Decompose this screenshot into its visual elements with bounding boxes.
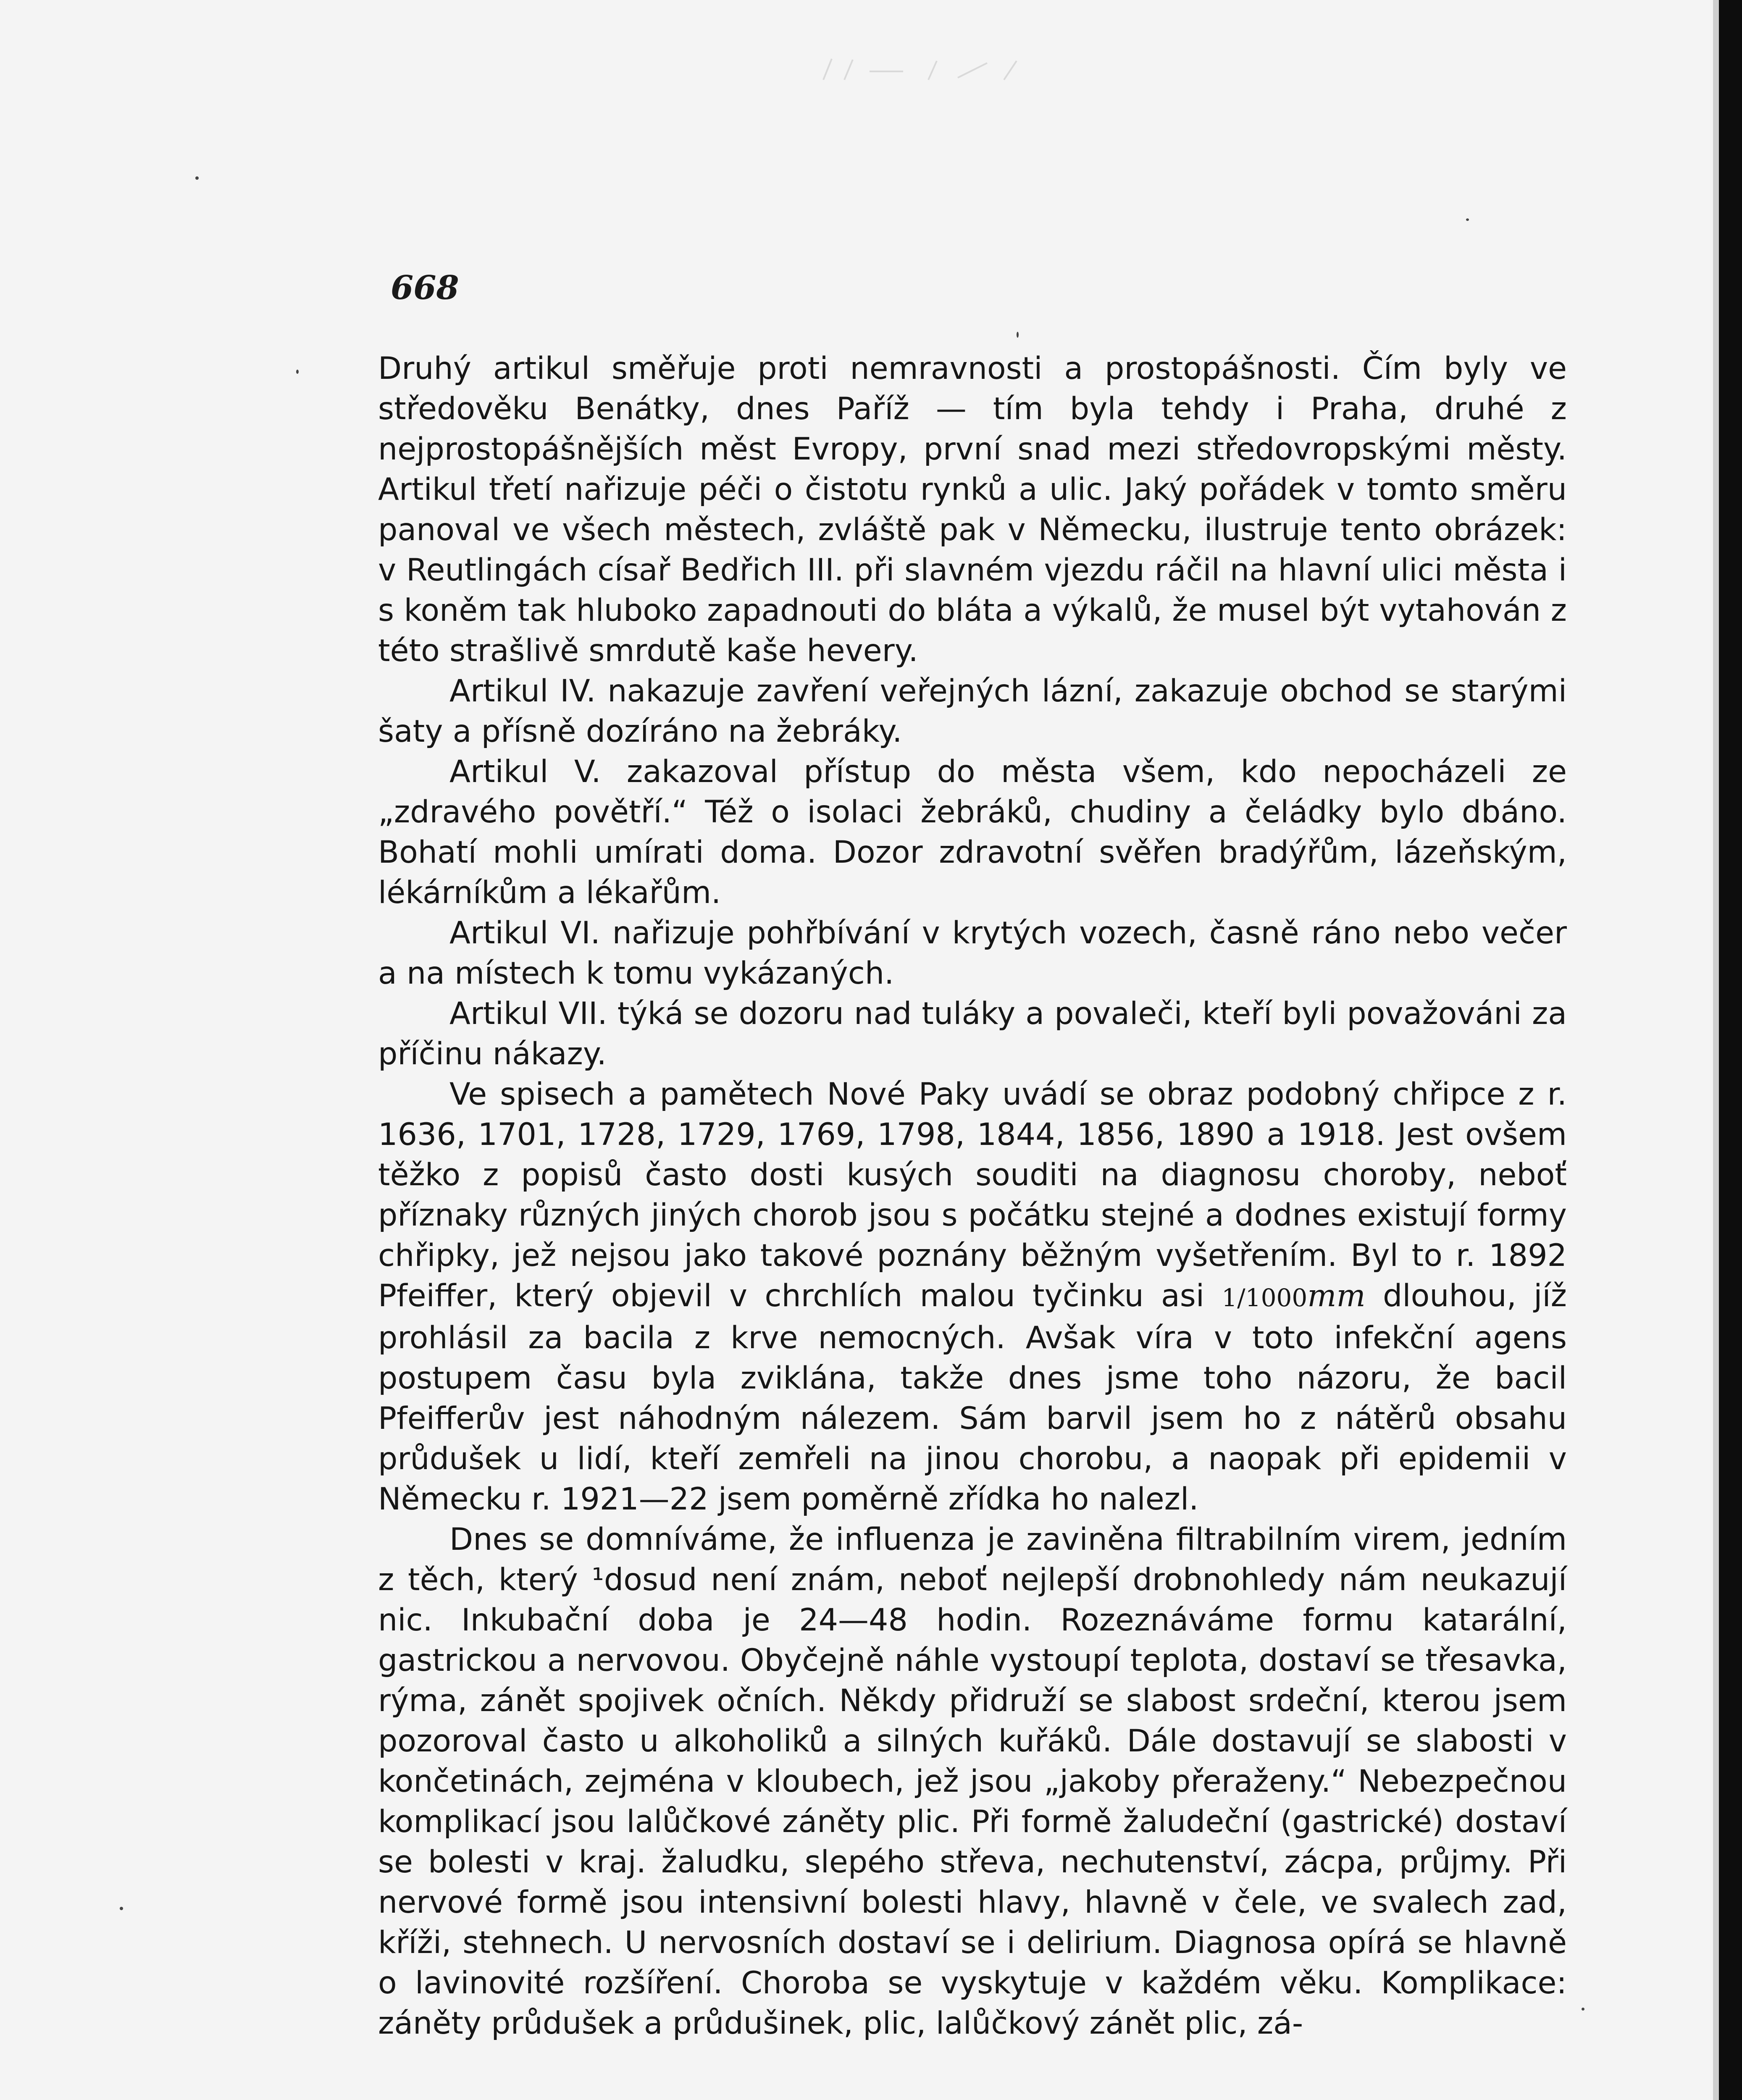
paragraph-text: Artikul VI. nařizuje pohřbívání v krytých vozech, časně ráno nebo večer a na místech k tomu vykázaných. [378,915,1567,991]
page-number: 668 [391,269,459,307]
show-through-marks [819,55,1038,88]
paragraph-text: Artikul VII. týká se dozoru nad tuláky a povaleči, kteří byli považováni za příčinu nákazy. [378,996,1567,1072]
paragraph-text: Druhý artikul směřuje proti nemravnosti a prostopášnosti. Čím byly ve středověku Benátky, dnes Paříž — tím byla tehdy i Praha, druhé z nejprostopášnějších měst Evropy, první snad mezi středovropskými městy. Artikul třetí nařizuje péči o čistotu rynků a ulic. Jaký pořádek v tomto směru panoval ve všech městech, zvláště pak v Německu, ilustruje tento obrázek: v Reutlingách císař Bedřich III. při slavném vjezdu ráčil na hlavní ulici města i s koněm tak hluboko zapadnouti do bláta a výkalů, že musel být vytahován z této strašlivě smrdutě kaše hevery. [378,351,1567,669]
paragraph-text: Artikul V. zakazoval přístup do města všem, kdo nepocházeli ze „zdravého povětří.“ Též o isolaci žebráků, chudiny a čeládky bylo dbáno. Bohatí mohli umírati doma. Dozor zdravotní svěřen bradýřům, lázeňským, lékárníkům a lékařům. [378,754,1567,911]
paragraph-article-iv [378,671,1567,752]
dust-speck [296,370,299,374]
dust-speck [1582,2008,1584,2011]
paragraph-article-vi [378,913,1567,994]
paragraph-influenza [378,1520,1567,2044]
unit-mm: mm [1307,1278,1366,1314]
paragraph-text: Dnes se domníváme, že influenza je zaviněna filtrabilním virem, jedním z těch, který ¹dosud není znám, neboť nejlepší drobnohledy nám neukazují nic. Inkubační doba je 24—48 hodin. Rozeznáváme formu katarální, gastrickou a nervovou. Obyčejně náhle vystoupí teplota, dostaví se třesavka, rýma, zánět spojivek očních. Někdy přidruží se slabost srdeční, kterou jsem pozoroval často u alkoholiků a silných kuřáků. Dále dostavují se slabosti v končetinách, zejména v kloubech, jež jsou „jakoby přeraženy.“ Nebezpečnou komplikací jsou lalůčkové záněty plic. Při formě žaludeční (gastrické) dostaví se bolesti v kraj. žaludku, slepého střeva, nechutenství, zácpa, průjmy. Při nervové formě jsou intensivní bolesti hlavy, hlavně v čele, ve svalech zad, kříži, stehnech. U nervosních dostaví se i delirium. Diagnosa opírá se hlavně o lavinovité rozšíření. Choroba se vyskytuje v každém věku. Komplikace: záněty průdušek a průdušinek, plic, lalůčkový zánět plic, zá- [378,1522,1567,2041]
paragraph-article-v [378,752,1567,913]
scan-edge-shadow [1713,0,1719,2100]
fraction-value: 1/1000 [1222,1284,1308,1312]
dust-speck [195,176,199,180]
paragraph-nova-paka [378,1074,1567,1520]
dust-speck [1466,218,1469,221]
paragraph-text: Ve spisech a pamětech Nové Paky uvádí se obraz podobný chřipce z r. 1636, 1701, 1728, 1729, 1769, 1798, 1844, 1856, 1890 a 1918. Jest ovšem těžko z popisů často dosti kusých souditi na diagnosu choroby, neboť příznaky různých jiných chorob jsou s počátku stejné a dodnes existují formy chřipky, jež nejsou jako takové poznány běžným vyšetřením. Byl to r. 1892 Pfeiffer, který objevil v chrchlích malou tyčinku asi [378,1076,1567,1314]
scan-border [1719,0,1742,2100]
paragraph-text: dlouhou, jíž prohlásil za bacila z krve nemocných. Avšak víra v toto infekční agens postupem času byla zviklána, takže dnes jsme toho názoru, že bacil Pfeifferův jest náhodným nálezem. Sám barvil jsem ho z nátěrů obsahu průdušek u lidí, kteří zemřeli na jinou chorobu, a naopak při epidemii v Německu r. 1921—22 jsem poměrně zřídka ho nalezl. [378,1278,1567,1517]
body-text [378,349,1567,2044]
paragraph-text: Artikul IV. nakazuje zavření veřejných lázní, zakazuje obchod se starými šaty a přísně dozíráno na žebráky. [378,673,1567,749]
dust-speck [120,1907,123,1910]
dust-speck [1017,332,1019,338]
paragraph-second-article [378,349,1567,671]
paragraph-article-vii [378,994,1567,1074]
